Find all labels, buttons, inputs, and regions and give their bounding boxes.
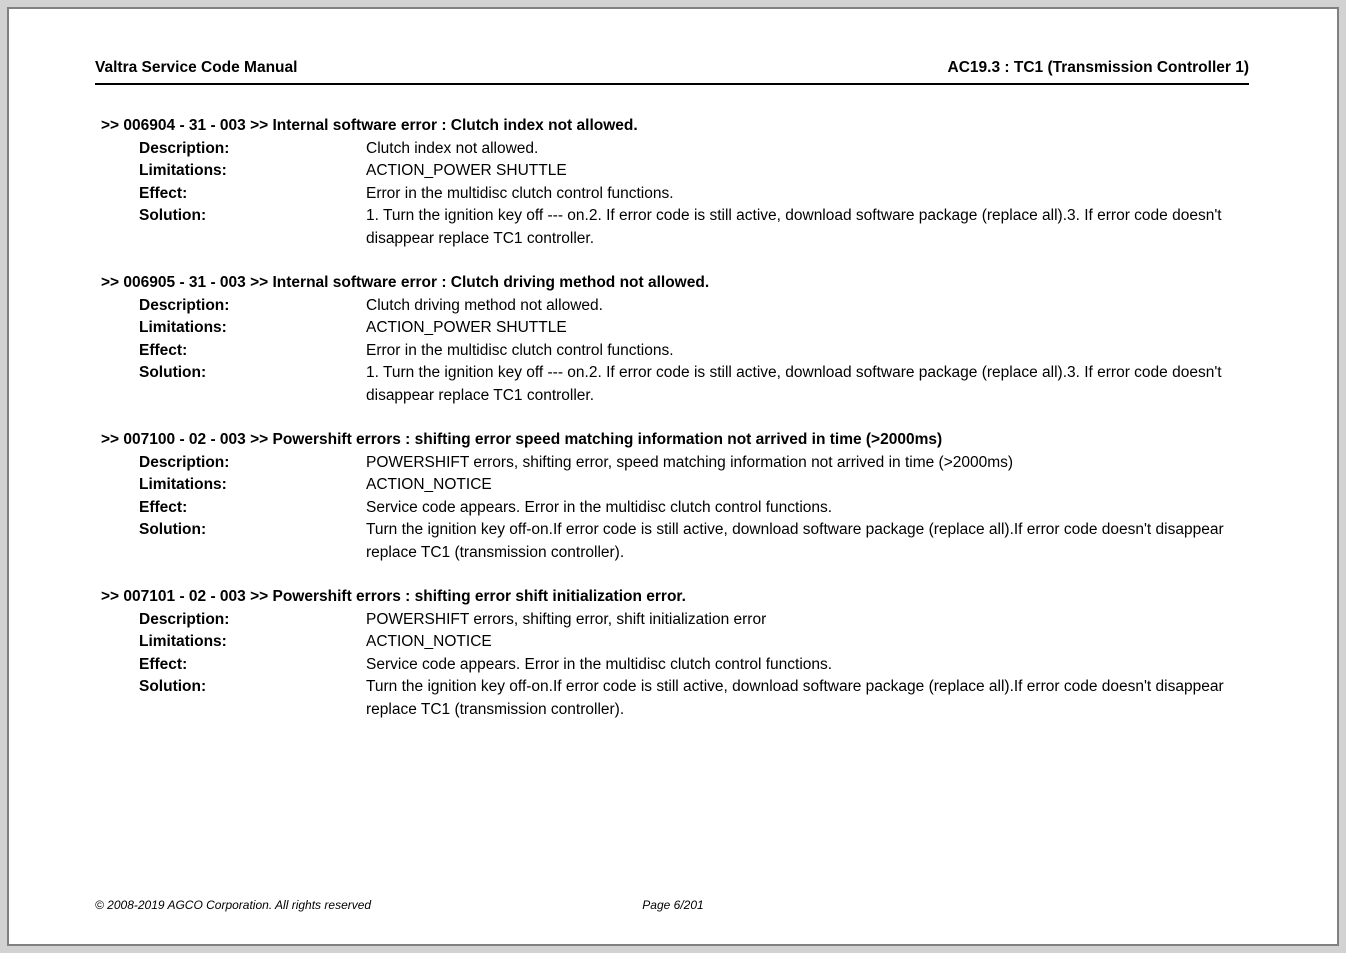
field-label: Limitations: [139,633,227,650]
field-label: Limitations: [139,476,227,493]
section-title: AC19.3 : TC1 (Transmission Controller 1) [947,59,1249,76]
error-code-title: >> 006905 - 31 - 003 >> Internal software error : Clutch driving method not allowed. [101,274,710,291]
field-label: Solution: [139,207,207,224]
field-label: Description: [139,139,230,157]
field-label: Effect: [139,184,188,202]
manual-page [7,7,1339,946]
field-label: Effect: [139,341,188,359]
entry-row-limitations [139,474,1277,497]
page-footer [95,898,1251,912]
field-value: 1. Turn the ignition key off --- on.2. If error code is still active, download software package (replace all).3. If error code doesn't disappear replace TC1 controller. [366,207,1222,247]
field-label: Description: [139,610,230,628]
field-value: Service code appears. Error in the multidisc clutch control functions. [366,655,833,673]
entry-row-description [139,452,1277,475]
entry-row-solution [139,205,1277,250]
field-value: 1. Turn the ignition key off --- on.2. If error code is still active, download software package (replace all).3. If error code doesn't disappear replace TC1 controller. [366,364,1222,404]
error-code-entry [101,429,1277,564]
entry-row-description [139,138,1277,161]
entry-row-limitations [139,160,1277,183]
field-value: ACTION_POWER SHUTTLE [366,162,567,179]
entry-row-solution [139,676,1277,721]
field-value: Error in the multidisc clutch control functions. [366,341,674,359]
field-value: ACTION_NOTICE [366,476,492,493]
entry-row-description [139,609,1277,632]
error-code-title: >> 006904 - 31 - 003 >> Internal software error : Clutch index not allowed. [101,117,638,134]
page-header [95,59,1249,85]
field-label: Effect: [139,498,188,516]
field-label: Limitations: [139,319,227,336]
field-value: Error in the multidisc clutch control functions. [366,184,674,202]
field-label: Solution: [139,364,207,381]
field-label: Effect: [139,655,188,673]
field-value: POWERSHIFT errors, shifting error, shift initialization error [366,610,767,628]
field-label: Description: [139,296,230,314]
error-code-entry [101,115,1277,250]
field-value: ACTION_NOTICE [366,633,492,650]
field-value: Service code appears. Error in the multidisc clutch control functions. [366,498,833,516]
error-code-title: >> 007101 - 02 - 003 >> Powershift errors : shifting error shift initialization error. [101,588,686,605]
entry-row-solution [139,362,1277,407]
entry-row-limitations [139,317,1277,340]
entry-row-description [139,295,1277,318]
copyright-text: © 2008-2019 AGCO Corporation. All rights reserved [95,898,372,912]
field-label: Limitations: [139,162,227,179]
error-code-entry [101,272,1277,407]
field-value: POWERSHIFT errors, shifting error, speed matching information not arrived in time (>2000ms) [366,453,1014,471]
field-value: ACTION_POWER SHUTTLE [366,319,567,336]
entry-row-solution [139,519,1277,564]
entry-row-effect [139,497,1277,520]
field-value: Turn the ignition key off-on.If error code is still active, download software package (replace all).If error code doesn't disappear replace TC1 (transmission controller). [366,521,1224,561]
error-code-title: >> 007100 - 02 - 003 >> Powershift errors : shifting error speed matching information not arrived in time (>2000ms) [101,431,943,448]
page-number: Page 6/201 [642,898,704,912]
error-code-entry [101,586,1277,721]
entry-row-effect [139,183,1277,206]
page-content [95,115,1277,721]
entry-row-effect [139,340,1277,363]
field-label: Solution: [139,521,207,538]
field-label: Solution: [139,678,207,695]
field-value: Clutch index not allowed. [366,139,539,157]
field-value: Clutch driving method not allowed. [366,296,603,314]
field-label: Description: [139,453,230,471]
entry-row-limitations [139,631,1277,654]
entry-row-effect [139,654,1277,677]
manual-title: Valtra Service Code Manual [95,59,298,76]
field-value: Turn the ignition key off-on.If error code is still active, download software package (replace all).If error code doesn't disappear replace TC1 (transmission controller). [366,678,1224,718]
